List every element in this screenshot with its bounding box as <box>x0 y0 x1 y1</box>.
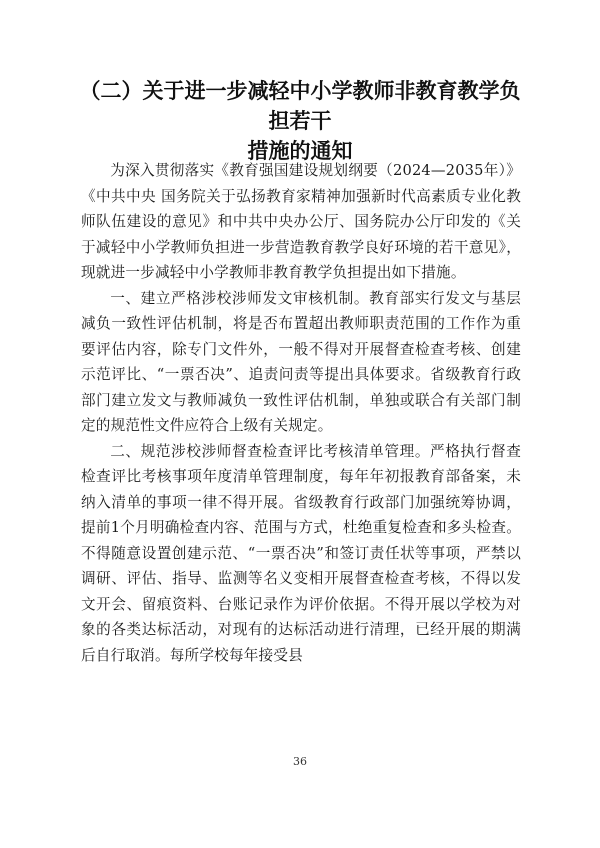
page-title <box>70 76 530 166</box>
paragraph-item-1: 一、建立严格涉校涉师发文审核机制。教育部实行发文与基层减负一致性评估机制，将是否布置超出教师职责范围的工作作为重要评估内容，除专门文件外，一般不得对开展督查检查考核、创建示范评比、“一票否决”、追责问责等提出具体要求。省级教育行政部门建立发文与教师减负一致性评估机制，单独或联合有关部门制定的规范性文件应符合上级有关规定。 <box>81 289 521 434</box>
page-number: 36 <box>293 755 307 768</box>
body-text <box>81 158 521 668</box>
title-line-2: 措施的通知 <box>247 139 353 163</box>
paragraph-item-2: 二、规范涉校涉师督查检查评比考核清单管理。严格执行督查检查评比考核事项年度清单管理制度，每年年初报教育部备案，未纳入清单的事项一律不得开展。省级教育行政部门加强统筹协调，提前1个月明确检查内容、范围与方式，杜绝重复检查和多头检查。不得随意设置创建示范、“一票否决”和签订责任状等事项，严禁以调研、评估、指导、监测等名义变相开展督查检查考核，不得以发文开会、留痕资料、台账记录作为评价依据。不得开展以学校为对象的各类达标活动，对现有的达标活动进行清理，已经开展的期满后自行取消。每所学校每年接受县 <box>81 442 521 664</box>
paragraph-intro: 为深入贯彻落实《教育强国建设规划纲要（2024—2035年）》《中共中央 国务院关于弘扬教育家精神加强新时代高素质专业化教师队伍建设的意见》和中共中央办公厅、国务院办公厅印发的《关于减轻中小学教师负担进一步营造教育教学良好环境的若干意见》，现就进一步减轻中小学教师非教育教学负担提出如下措施。 <box>81 162 521 281</box>
title-line-1: （二）关于进一步减轻中小学教师非教育教学负担若干 <box>79 79 521 133</box>
